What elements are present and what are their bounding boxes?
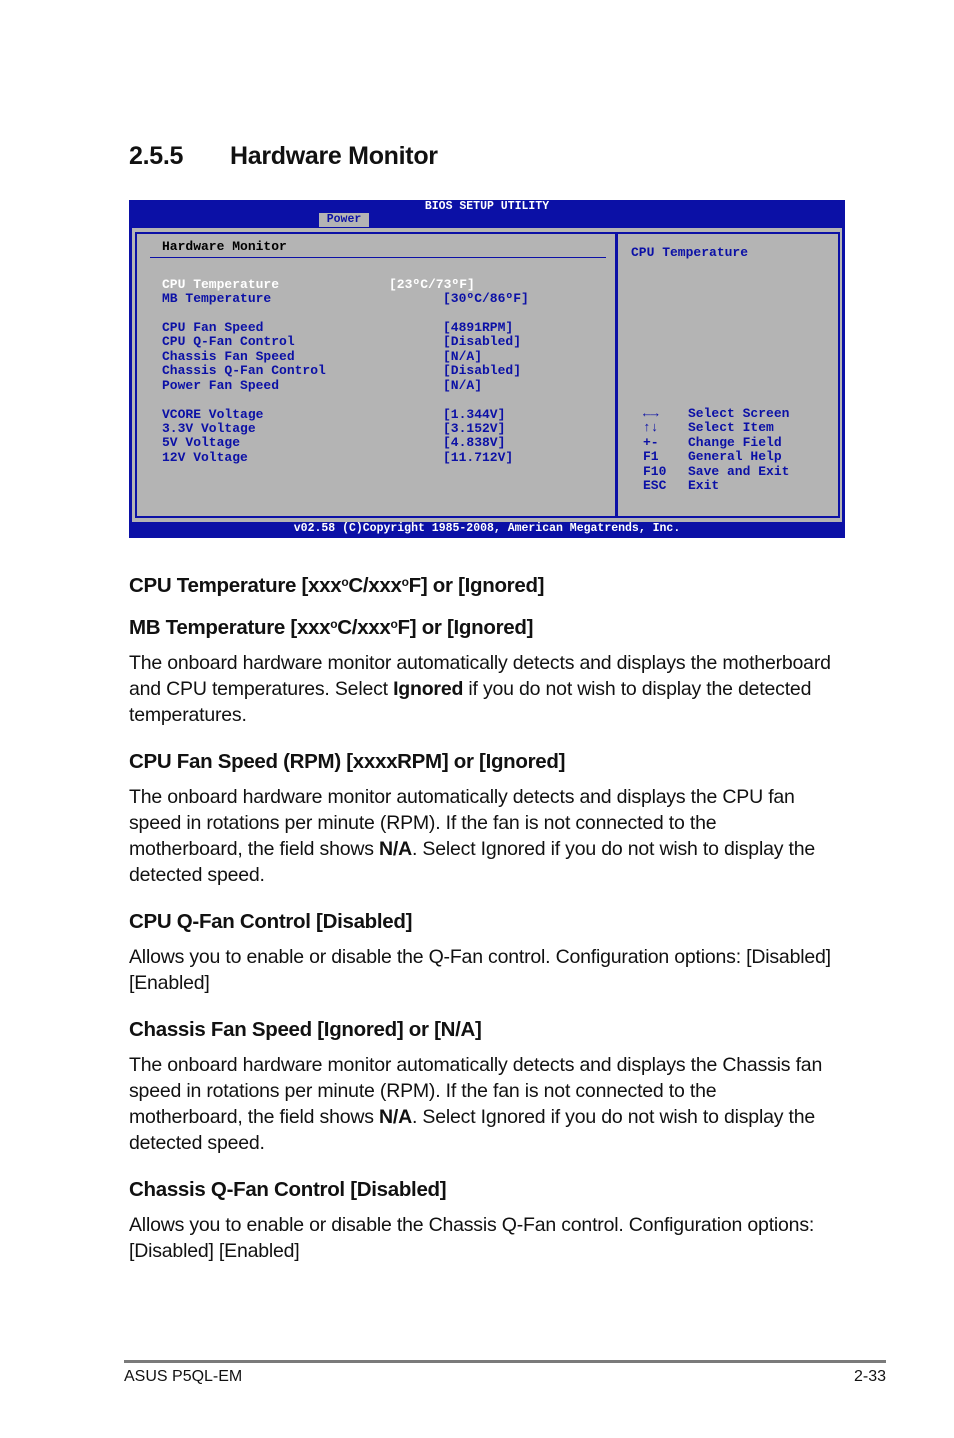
- section-name: Hardware Monitor: [230, 142, 438, 170]
- bios-title: BIOS SETUP UTILITY: [424, 200, 550, 213]
- paragraph-chassis-qfan: Allows you to enable or disable the Chassis Q-Fan control. Configuration options: [Disabled] [Enabled]: [129, 1214, 815, 1262]
- left-right-arrow-icon: ←→: [643, 406, 659, 421]
- bios-row-5v: 5V Voltage [4.838V]: [162, 435, 506, 450]
- bios-key-select-screen: ←→ Select Screen: [643, 406, 790, 421]
- bios-key-save-exit: F10 Save and Exit: [643, 464, 790, 479]
- paragraph-cpu-fan-speed: The onboard hardware monitor automatically detects and displays the CPU fan speed in rotations per minute (RPM). If the fan is not connected to the motherboard, the field shows N/A. Select Ignored if you do not wish to display the detected speed.: [129, 786, 815, 886]
- heading-chassis-qfan: Chassis Q-Fan Control [Disabled]: [129, 1178, 447, 1201]
- heading-chassis-fan-speed: Chassis Fan Speed [Ignored] or [N/A]: [129, 1018, 482, 1041]
- bios-screenshot: [129, 200, 845, 538]
- bios-divider: [150, 257, 606, 258]
- heading-mb-temperature: MB Temperature [xxx$^o$C/xxx$^o$F] or [Ignored]: [129, 615, 534, 639]
- heading-cpu-fan-speed: CPU Fan Speed (RPM) [xxxxRPM] or [Ignored]: [129, 750, 566, 773]
- footer-rule: [124, 1360, 886, 1363]
- bios-tab-power: Power: [319, 213, 369, 227]
- bios-key-change-field: +- Change Field: [643, 435, 782, 450]
- bios-row-chassis-qfan: Chassis Q-Fan Control [Disabled]: [162, 363, 522, 378]
- up-down-arrow-icon: ↑↓: [643, 420, 659, 435]
- section-number: 2.5.5: [129, 142, 184, 170]
- bios-body: [132, 228, 842, 522]
- bios-panel-title: Hardware Monitor: [162, 239, 287, 254]
- bios-row-cpu-fan-speed: CPU Fan Speed [4891RPM]: [162, 320, 514, 335]
- bios-row-cpu-temperature: CPU Temperature [23ºC/73ºF]: [162, 277, 475, 292]
- footer-product: ASUS P5QL-EM: [124, 1368, 243, 1385]
- paragraph-temperature: The onboard hardware monitor automatically detects and displays the motherboard and CPU temperatures. Select Ignored if you do not wish to display the detected temperatures.: [129, 652, 831, 726]
- bios-footer: v02.58 (C)Copyright 1985-2008, American Megatrends, Inc.: [293, 522, 681, 535]
- bios-row-vcore: VCORE Voltage [1.344V]: [162, 407, 506, 422]
- bios-key-select-item: ↑↓ Select Item: [643, 420, 774, 435]
- bios-row-chassis-fan-speed: Chassis Fan Speed [N/A]: [162, 349, 483, 364]
- heading-cpu-temperature: CPU Temperature [xxx$^o$C/xxx$^o$F] or [Ignored]: [129, 573, 545, 597]
- section-title: [129, 142, 438, 171]
- bios-help-title: CPU Temperature: [631, 245, 749, 260]
- bios-key-general-help: F1 General Help: [643, 449, 782, 464]
- bios-row-3v3: 3.3V Voltage [3.152V]: [162, 421, 506, 436]
- heading-cpu-qfan: CPU Q-Fan Control [Disabled]: [129, 910, 413, 933]
- bios-key-exit: ESC Exit: [643, 478, 720, 493]
- bios-row-cpu-qfan: CPU Q-Fan Control [Disabled]: [162, 334, 522, 349]
- bios-row-12v: 12V Voltage [11.712V]: [162, 450, 514, 465]
- bios-row-power-fan-speed: Power Fan Speed [N/A]: [162, 378, 483, 393]
- paragraph-chassis-fan-speed: The onboard hardware monitor automatically detects and displays the Chassis fan speed in rotations per minute (RPM). If the fan is not connected to the motherboard, the field shows N/A. Select Ignored if you do not wish to display the detected speed.: [129, 1054, 823, 1154]
- footer-page-number: 2-33: [853, 1368, 886, 1385]
- bios-row-mb-temperature: MB Temperature [30ºC/86ºF]: [162, 291, 529, 306]
- paragraph-cpu-qfan: Allows you to enable or disable the Q-Fan control. Configuration options: [Disabled] [Enabled]: [129, 946, 831, 994]
